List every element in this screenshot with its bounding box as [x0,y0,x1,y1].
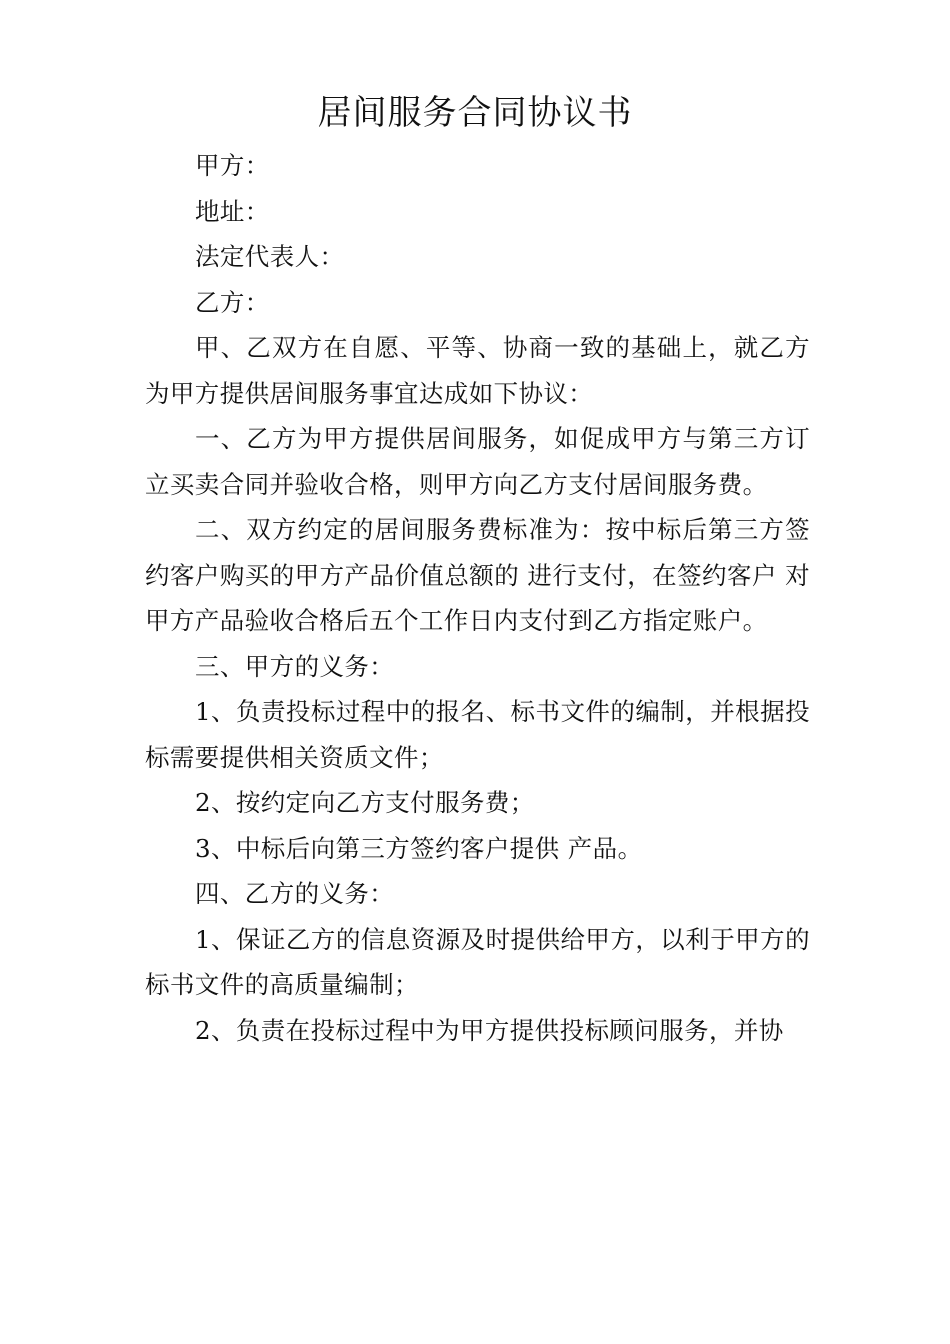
clause-4-item-1: 1、保证乙方的信息资源及时提供给甲方，以利于甲方的标书文件的高质量编制； [145,924,810,999]
clause-1-paragraph: 一、乙方为甲方提供居间服务，如促成甲方与第三方订 立买卖合同并验收合格，则甲方向乙方支付居间服务费。 [145,424,810,499]
preamble-paragraph: 甲、乙双方在自愿、平等、协商一致的基础上，就乙方为甲方提供居间服务事宜达成如下协议： [145,333,810,408]
address-line: 地址： [195,196,270,226]
legal-representative-line: 法定代表人： [195,242,345,271]
clause-4-heading: 四、乙方的义务： [195,879,395,908]
clause-3-item-1: 1、负责投标过程中的报名、标书文件的编制，并根据投标需要提供相关资质文件； [145,697,810,772]
clause-3-item-2: 2、按约定向乙方支付服务费； [195,788,535,817]
party-b-line: 乙方： [195,287,270,317]
clause-4-item-2: 2、负责在投标过程中为甲方提供投标顾问服务，并协 [195,1015,784,1045]
clause-3-item-3: 3、中标后向第三方签约客户提供 产品。 [195,833,643,863]
clause-2-paragraph: 二、双方约定的居间服务费标准为：按中标后第三方签 约客户购买的甲方产品价值总额的 进行支付，在签约客户 对甲方产品验收合格后五个工作日内支付到乙方指定账户。 [145,515,810,635]
document-body [145,143,810,1053]
clause-3-heading: 三、甲方的义务： [195,651,395,681]
party-a-line: 甲方： [195,151,270,180]
document-title: 居间服务合同协议书 [317,93,633,133]
